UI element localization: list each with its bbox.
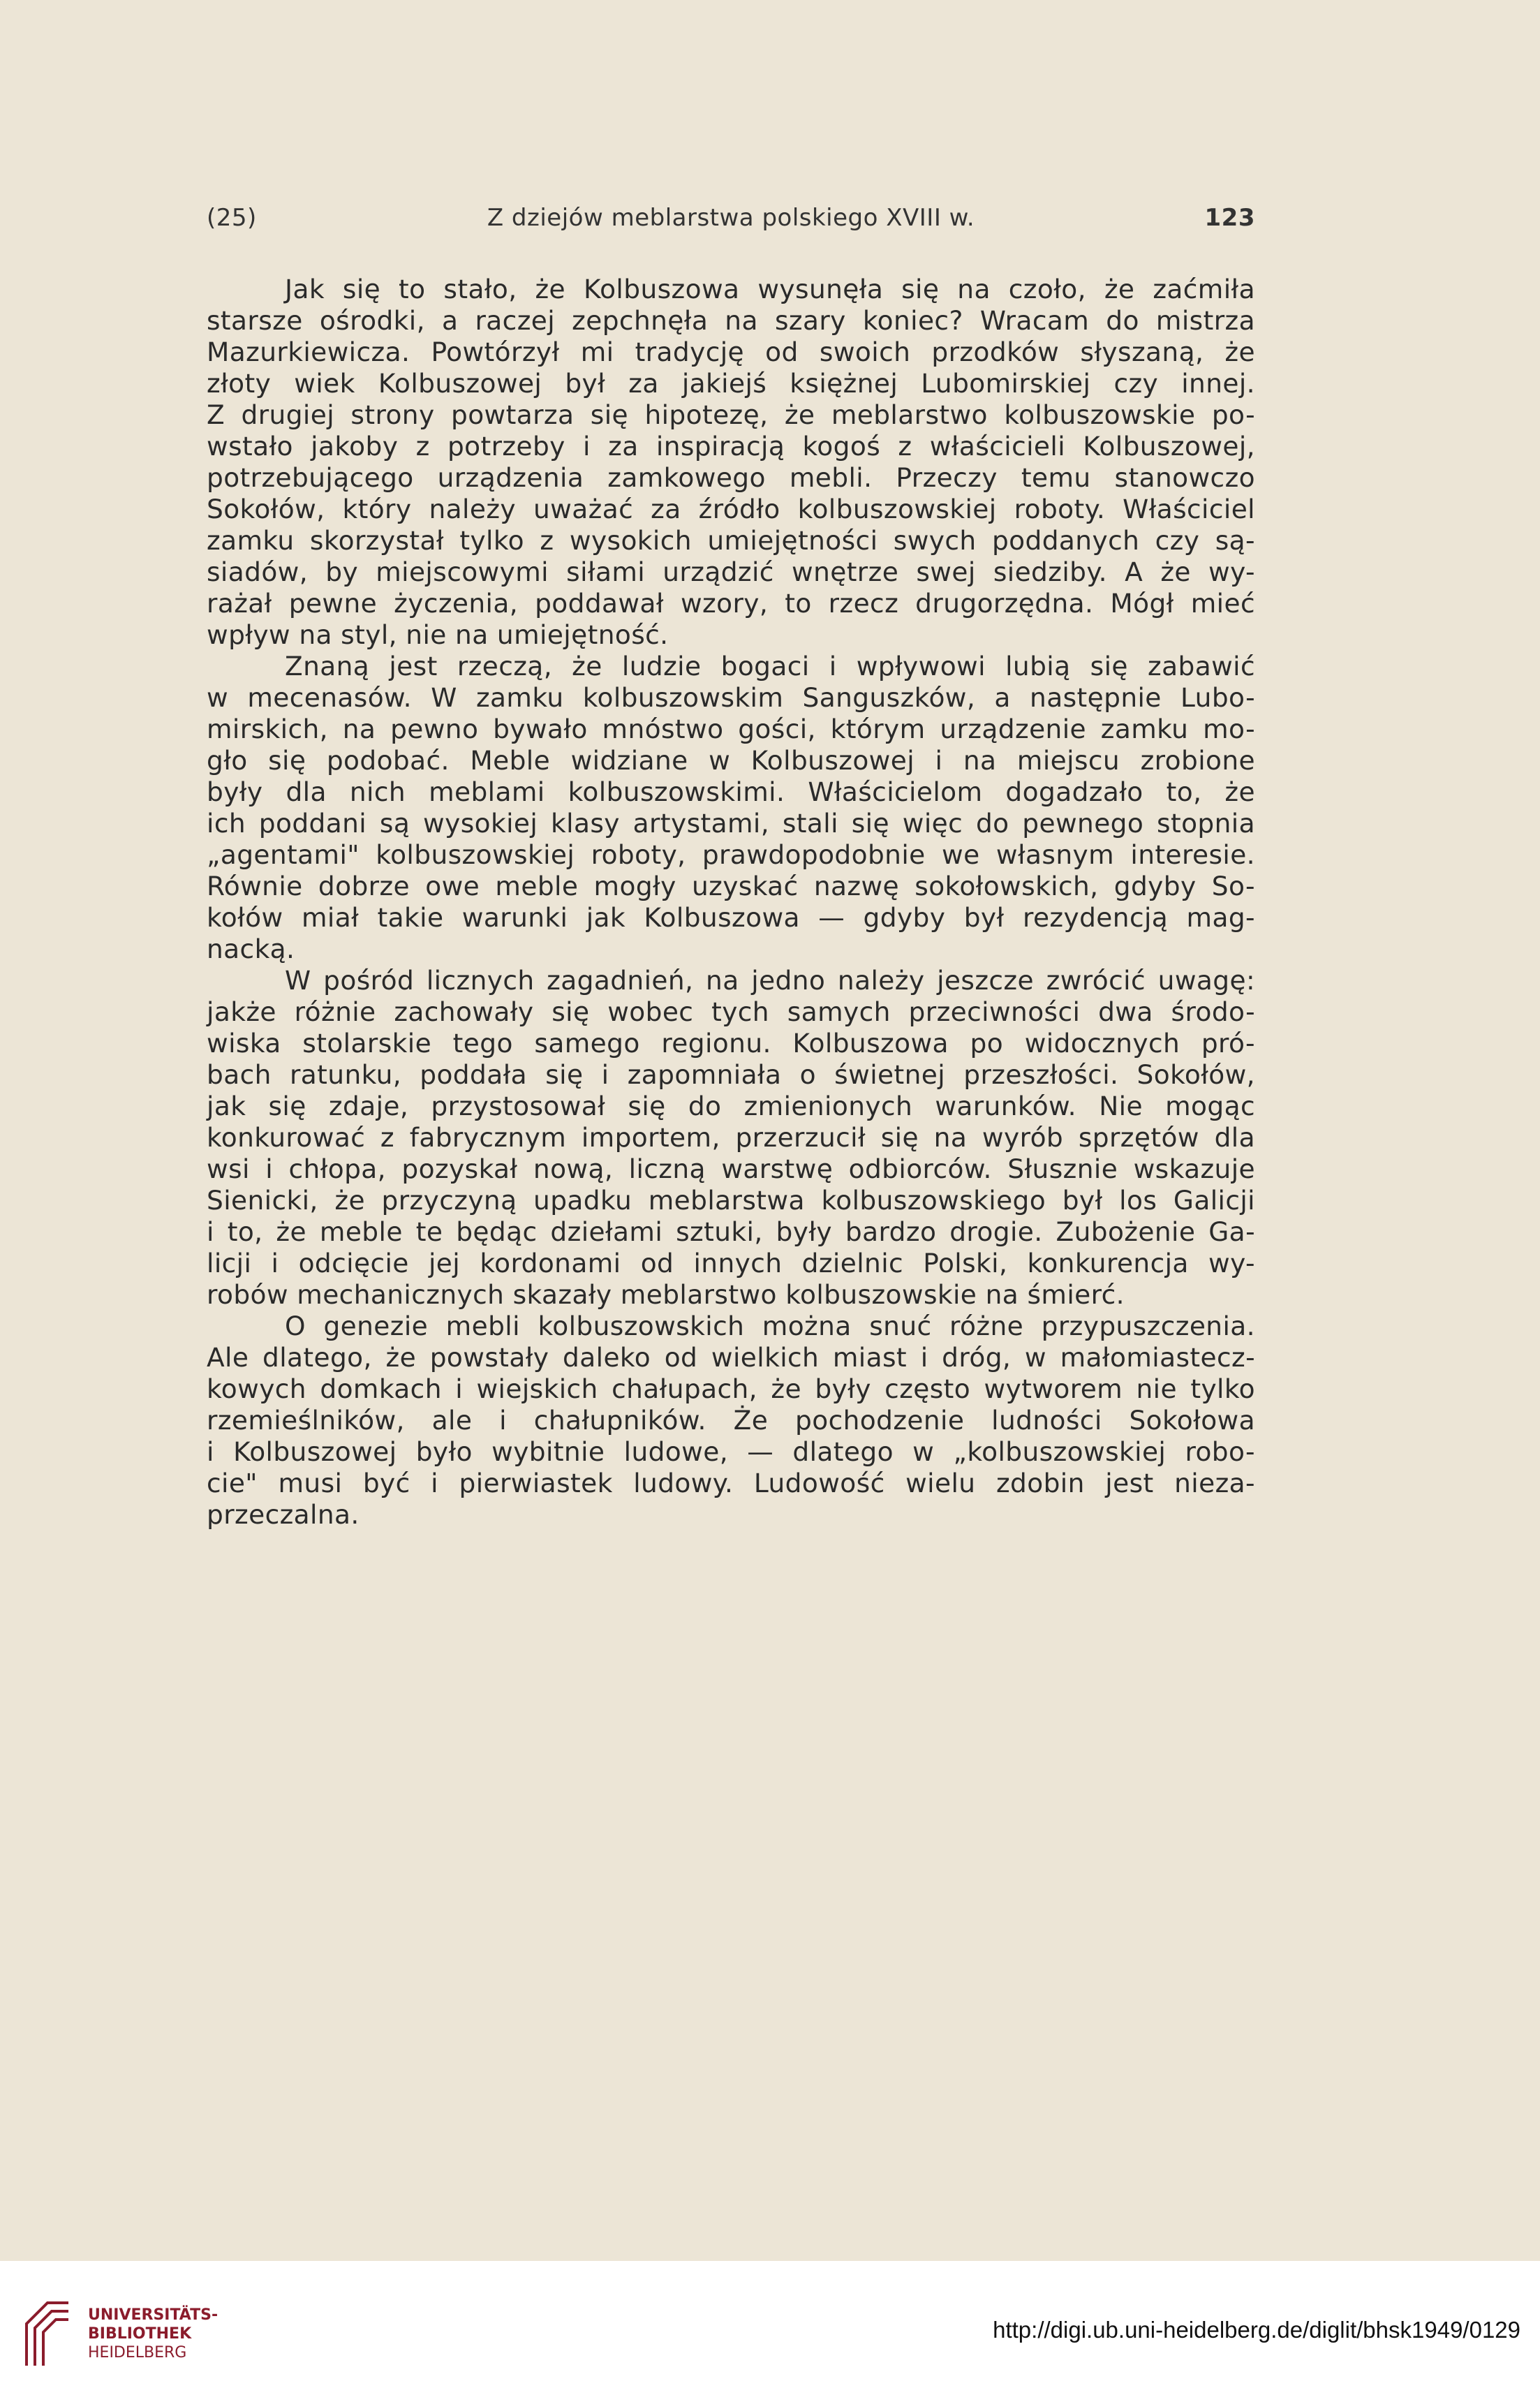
text-line: gło się podobać. Meble widziane w Kolbuszowej i na miejscu zrobione xyxy=(207,745,1255,776)
text-line: Jak się to stało, że Kolbuszowa wysunęła się na czoło, że zaćmiła xyxy=(285,274,1255,304)
text-line: „agentami" kolbuszowskiej roboty, prawdopodobnie we własnym interesie. xyxy=(207,839,1255,870)
text-line: kołów miał takie warunki jak Kolbuszowa — gdyby był rezydencją mag- xyxy=(207,902,1255,933)
text-line: Sokołów, który należy uważać za źródło kolbuszowskiej roboty. Właściciel xyxy=(207,494,1255,524)
text-line: przeczalna. xyxy=(207,1499,360,1530)
text-line: Mazurkiewicza. Powtórzył mi tradycję od swoich przodków słyszaną, że xyxy=(207,337,1255,367)
text-line: rażał pewne życzenia, poddawał wzory, to rzecz drugorzędna. Mógł mieć xyxy=(207,588,1255,619)
text-line: w mecenasów. W zamku kolbuszowskim Sanguszków, a następnie Lubo- xyxy=(207,682,1255,713)
text-line: i to, że meble te będąc dziełami sztuki, były bardzo drogie. Zubożenie Ga- xyxy=(207,1216,1255,1247)
running-head xyxy=(207,204,1255,236)
text-line: Ale dlatego, że powstały daleko od wielkich miast i dróg, w małomiastecz- xyxy=(207,1342,1255,1373)
text-line: ich poddani są wysokiej klasy artystami, stali się więc do pewnego stopnia xyxy=(207,808,1255,839)
text-line: nacką. xyxy=(207,934,295,964)
text-line: jakże różnie zachowały się wobec tych samych przeciwności dwa środo- xyxy=(207,996,1255,1027)
text-line: potrzebującego urządzenia zamkowego mebli. Przeczy temu stanowczo xyxy=(207,462,1255,493)
text-line: mirskich, na pewno bywało mnóstwo gości, którym urządzenie zamku mo- xyxy=(207,714,1255,744)
library-logo-icon xyxy=(20,2296,75,2373)
text-line: wsi i chłopa, pozyskał nową, liczną warstwę odbiorców. Słusznie wskazuje xyxy=(207,1154,1255,1184)
text-line: jak się zdaje, przystosował się do zmienionych warunków. Nie mogąc xyxy=(207,1091,1255,1121)
text-line: W pośród licznych zagadnień, na jedno należy jeszcze zwrócić uwagę: xyxy=(285,965,1255,996)
text-line: licji i odcięcie jej kordonami od innych dzielnic Polski, konkurencja wy- xyxy=(207,1248,1255,1278)
text-line: bach ratunku, poddała się i zapomniała o świetnej przeszłości. Sokołów, xyxy=(207,1059,1255,1090)
section-number: (25) xyxy=(207,204,257,232)
text-line: Znaną jest rzeczą, że ludzie bogaci i wpływowi lubią się zabawić xyxy=(285,651,1255,681)
text-line: robów mechanicznych skazały meblarstwo kolbuszowskie na śmierć. xyxy=(207,1279,1125,1310)
text-line: Równie dobrze owe meble mogły uzyskać nazwę sokołowskich, gdyby So- xyxy=(207,871,1255,901)
text-line: zamku skorzystał tylko z wysokich umiejętności swych poddanych czy są- xyxy=(207,525,1255,556)
text-line: rzemieślników, ale i chałupników. Że pochodzenie ludności Sokołowa xyxy=(207,1405,1255,1436)
text-line: wiska stolarskie tego samego regionu. Kolbuszowa po widocznych pró- xyxy=(207,1028,1255,1059)
text-line: kowych domkach i wiejskich chałupach, że były często wytworem nie tylko xyxy=(207,1373,1255,1404)
page-number: 123 xyxy=(1204,204,1255,232)
text-line: cie" musi być i pierwiastek ludowy. Ludowość wielu zdobin jest nieza- xyxy=(207,1468,1255,1498)
body-text xyxy=(207,274,1255,1531)
text-line: O genezie mebli kolbuszowskich można snuć różne przypuszczenia. xyxy=(285,1311,1255,1341)
text-line: starsze ośrodki, a raczej zepchnęła na szary koniec? Wracam do mistrza xyxy=(207,305,1255,336)
text-line: wstało jakoby z potrzeby i za inspiracją kogoś z właścicieli Kolbuszowej, xyxy=(207,431,1255,462)
text-line: wpływ na styl, nie na umiejętność. xyxy=(207,619,669,650)
text-line: siadów, by miejscowymi siłami urządzić wnętrze swej siedziby. A że wy- xyxy=(207,557,1255,587)
text-line: Sienicki, że przyczyną upadku meblarstwa kolbuszowskiego był los Galicji xyxy=(207,1185,1255,1216)
footer-bar xyxy=(0,2261,1540,2395)
running-title: Z dziejów meblarstwa polskiego XVIII w. xyxy=(487,204,975,232)
text-line: złoty wiek Kolbuszowej był za jakiejś księżnej Lubomirskiej czy innej. xyxy=(207,368,1255,399)
text-line: były dla nich meblami kolbuszowskimi. Właścicielom dogadzało to, że xyxy=(207,776,1255,807)
text-line: i Kolbuszowej było wybitnie ludowe, — dlatego w „kolbuszowskiej robo- xyxy=(207,1436,1255,1467)
text-line: konkurować z fabrycznym importem, przerzucił się na wyrób sprzętów dla xyxy=(207,1122,1255,1153)
source-url-link[interactable]: http://digi.ub.uni-heidelberg.de/diglit/bhsk1949/0129 xyxy=(993,2317,1520,2343)
library-name: UNIVERSITÄTS- BIBLIOTHEK HEIDELBERG xyxy=(88,2306,219,2361)
text-line: Z drugiej strony powtarza się hipotezę, że meblarstwo kolbuszowskie po- xyxy=(207,399,1255,430)
